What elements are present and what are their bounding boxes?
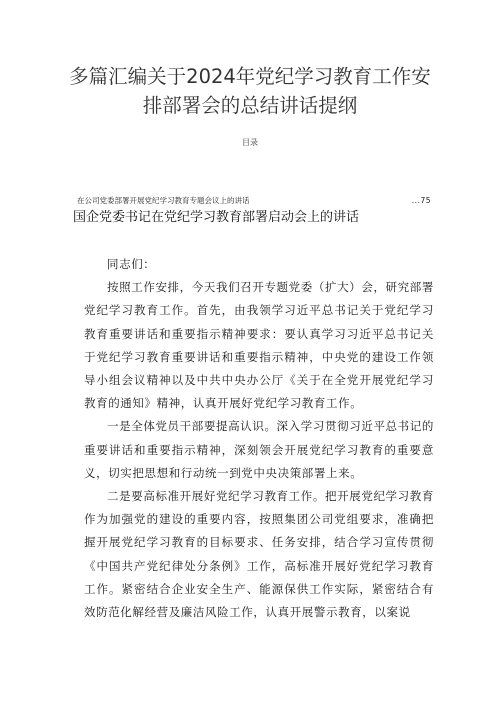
document-title-line-2: 排部署会的总结讲话提纲 [142,94,358,117]
paragraph-1: 按照工作安排，今天我们召开专题党委（扩大）会，研究部署党纪学习教育工作。首先，由我领学习近平总书记关于党纪学习教育重要讲话和重要指示精神要求：要认真学习习近平总书记关于党纪学习教育重要讲话和重要指示精神，中央党的建设工作领导小组会议精神以及中共中央办公厅《关于在全党开展党纪学习教育的通知》精神，认真开展好党纪学习教育工作。 [84,280,434,411]
body-text [84,253,434,624]
paragraph-3: 二是要高标准开展好党纪学习教育工作。把开展党纪学习教育作为加强党的建设的重要内容，按照集团公司党组要求，准确把握开展党纪学习教育的目标要求、任务安排，结合学习宣传贯彻《中国共产党纪律处分条例》工作，高标准开展好党纪学习教育工作。紧密结合企业安全生产、能源保供工作实际，紧密结合有效防范化解经营及廉洁风险工作，认真开展警示教育，以案说 [84,489,434,620]
toc-entry[interactable] [77,195,431,206]
salutation: 同志们： [107,257,156,271]
toc-entry-dots: ... [411,196,421,205]
document-title-line-1: 多篇汇编关于2024年党纪学习教育工作安 [69,65,431,88]
section-title: 国企党委书记在党纪学习教育部署启动会上的讲话 [73,210,360,225]
toc-entry-page [412,196,431,205]
document-title [60,62,440,120]
paragraph-2: 一是全体党员干部要提高认识。深入学习贯彻习近平总书记的重要讲话和重要指示精神，深刻领会开展党纪学习教育的重要意义，切实把思想和行动统一到党中央决策部署上来。 [84,419,434,480]
toc-entry-page-number: 75 [420,196,431,205]
toc-heading: 目录 [242,138,258,147]
toc-entry-text[interactable]: 在公司党委部署开展党纪学习教育专题会议上的讲话 [77,196,250,205]
